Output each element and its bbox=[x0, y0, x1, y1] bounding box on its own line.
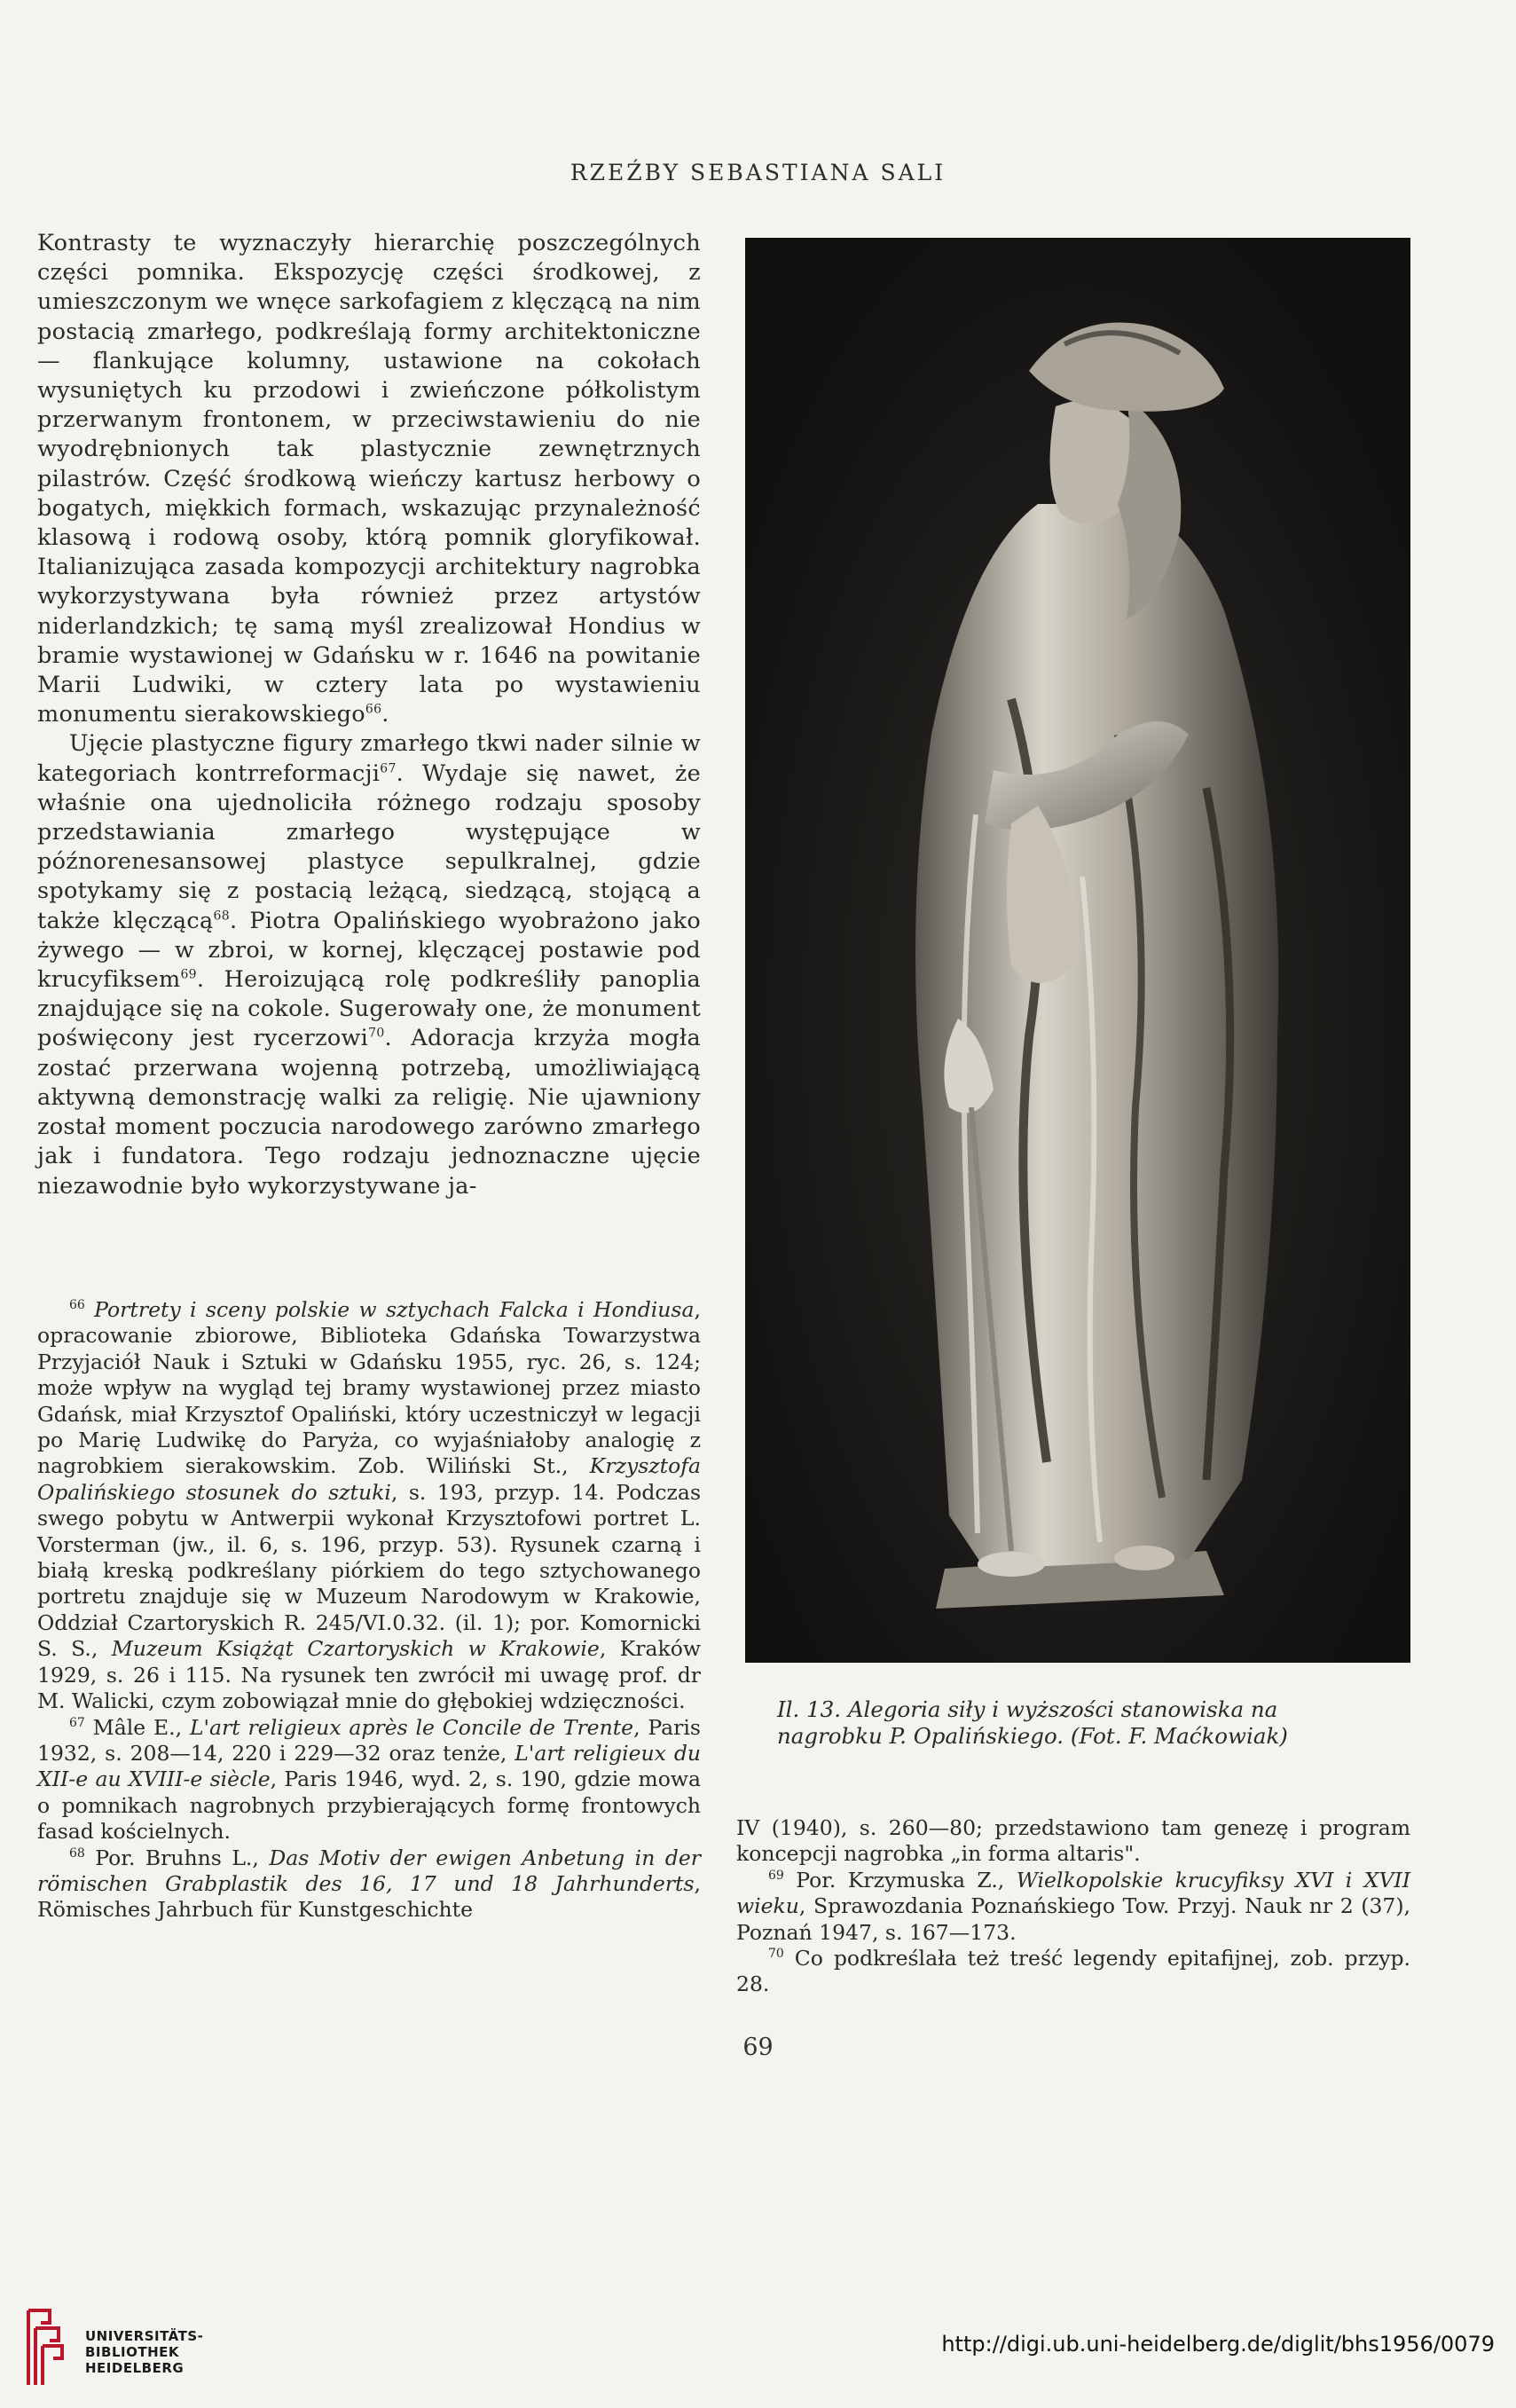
body-paragraph-2 bbox=[37, 729, 701, 1200]
figure-caption: Il. 13. Alegoria siły i wyższości stanowiska na nagrobku P. Opalińskiego. (Fot. F. Maćkowiak) bbox=[777, 1696, 1288, 1749]
footnote-title: Portrety i sceny polskie w sztychach Falcka i Hondiusa bbox=[94, 1297, 695, 1322]
footnotes-right-column bbox=[736, 1815, 1410, 1998]
footnote-text: Por. Bruhns L., bbox=[95, 1845, 270, 1870]
footnote-text: Por. Krzymuska Z., bbox=[796, 1867, 1017, 1893]
footnote-number: 67 bbox=[69, 1715, 85, 1730]
footnote-text: , Paris 1946, wyd. 2, s. 190, gdzie mowa o pomnikach nagrobnych przybierających formę frontowych fasad kościelnych. bbox=[37, 1767, 701, 1845]
footnote-title: Das Motiv der ewigen Anbetung in der römischen Grabplastik des 16, 17 und 18 Jahrhunderts bbox=[37, 1845, 701, 1896]
footnote-67 bbox=[37, 1715, 701, 1845]
body-text: . Wydaje się nawet, że właśnie ona ujednoliciła różnego rodzaju sposoby przedstawiania zmarłego występujące w późnorenesansowej plastyce sepulkralnej, gdzie spotykamy się z postacią leżącą, siedzącą, stojącą a także klęczącą bbox=[37, 759, 701, 934]
footnote-ref-70[interactable]: 70 bbox=[368, 1026, 385, 1041]
footnote-text: , Römisches Jahrbuch für Kunstgeschichte bbox=[37, 1870, 701, 1923]
footnote-ref-68[interactable]: 68 bbox=[213, 909, 230, 924]
footnote-70 bbox=[736, 1946, 1410, 1998]
footnote-number: 70 bbox=[768, 1947, 784, 1962]
body-text: . Piotra Opalińskiego wyobrażono jako żywego — w zbroi, w kornej, klęczącej postawie pod krucyfiksem bbox=[37, 907, 701, 994]
footnote-number: 66 bbox=[69, 1298, 85, 1313]
footnote-number: 69 bbox=[768, 1868, 784, 1883]
footnote-text: , Kraków 1929, s. 26 i 115. Na rysunek ten zwrócił mi uwagę prof. dr M. Walicki, czym zobowiązał mnie do głębokiej wdzięczności. bbox=[37, 1636, 701, 1714]
footnote-text: , Sprawozdania Poznańskiego Tow. Przyj. Nauk nr 2 (37), Poznań 1947, s. 167—173. bbox=[736, 1893, 1410, 1945]
page-number: 69 bbox=[742, 2034, 774, 2061]
footnote-title: L'art religieux après le Concile de Trente bbox=[189, 1714, 634, 1740]
footnote-text: , opracowanie zbiorowe, Biblioteka Gdańska Towarzystwa Przyjaciół Nauk i Sztuki w Gdańsku 1955, ryc. 26, s. 124; może wpływ na wygląd tej bramy wystawionej przez miasto Gdańsk, miał Krzysztof Opaliński, który uczestniczył w legacji po Marię Ludwikę do Paryża, co wyjaśniałoby analogię z nagrobkiem sierakowskim. Zob. Wiliński St., bbox=[37, 1297, 701, 1479]
library-name bbox=[85, 2328, 203, 2376]
footnote-title: Muzeum Książąt Czartoryskich w Krakowie bbox=[111, 1636, 600, 1662]
library-name-line: UNIVERSITÄTS- bbox=[85, 2328, 204, 2344]
body-paragraph-1 bbox=[37, 229, 701, 729]
footnote-ref-69[interactable]: 69 bbox=[180, 967, 197, 982]
sculpture-photograph bbox=[745, 238, 1410, 1663]
main-text-column bbox=[37, 229, 701, 1201]
university-library-logo-icon bbox=[20, 2305, 66, 2388]
body-text: Kontrasty te wyznaczyły hierarchię poszczególnych części pomnika. Ekspozycję części środkowej, z umieszczonym we wnęce sarkofagiem z klęczącą na nim postacią zmarłego, podkreślają formy architektoniczne — flankujące kolumny, ustawione na cokołach wysuniętych ku przodowi i zwieńczone półkolistym przerwanym frontonem, w przeciwstawieniu do nie wyodrębnionych tak plastycznie zewnętrznych pilastrów. Część środkową wieńczy kartusz herbowy o bogatych, miękkich formach, wskazując przynależność klasową i rodową osoby, którą pomnik gloryfikował. Italianizująca zasada kompozycji architektury nagrobka wykorzystywana była również przez artystów niderlandzkich; tę samą myśl zrealizował Hondius w bramie wystawionej w Gdańsku w r. 1646 na powitanie Marii Ludwiki, w cztery lata po wystawieniu monumentu sierakowskiego bbox=[37, 230, 701, 728]
footnote-68-continued: IV (1940), s. 260—80; przedstawiono tam genezę i program koncepcji nagrobka „in forma altaris". bbox=[736, 1815, 1410, 1867]
footnote-text: , s. 193, przyp. 14. Podczas swego pobytu w Antwerpii wykonał Krzysztofowi portret L. Vorsterman (jw., il. 6, s. 196, przyp. 53). Rysunek czarną i białą kreską podkreślany piórkiem do tego sztychowanego portretu znajduje się w Muzeum Narodowym w Krakowie, Oddział Czartoryskich R. 245/VI.0.32. (il. 1); por. Komornicki S. S., bbox=[37, 1479, 701, 1662]
statue-illustration bbox=[745, 238, 1410, 1663]
footnote-title: Wielkopolskie krucyfiksy XVI i XVII wieku bbox=[736, 1867, 1410, 1919]
body-text: Ujęcie plastyczne figury zmarłego tkwi nader silnie w kategoriach kontrreformacji bbox=[37, 730, 701, 787]
footnotes-left-column bbox=[37, 1297, 701, 1924]
running-title: RZEŹBY SEBASTIANA SALI bbox=[569, 160, 947, 185]
footnote-title: L'art religieux du XII-e au XVIII-e siècle bbox=[37, 1740, 701, 1792]
source-url-link[interactable]: http://digi.ub.uni-heidelberg.de/diglit/bhs1956/0079 bbox=[941, 2332, 1495, 2357]
footnote-text: , Paris 1932, s. 208—14, 220 i 229—32 oraz tenże, bbox=[37, 1714, 701, 1766]
library-name-line: HEIDELBERG bbox=[85, 2360, 185, 2376]
footnote-text: Mâle E., bbox=[92, 1714, 190, 1740]
footnote-ref-66[interactable]: 66 bbox=[365, 702, 382, 717]
footnote-text: Co podkreślała też treść legendy epitafijnej, zob. przyp. 28. bbox=[736, 1946, 1410, 1997]
footnote-ref-67[interactable]: 67 bbox=[380, 761, 397, 776]
library-name-line: BIBLIOTHEK bbox=[85, 2344, 179, 2360]
body-text: . Adoracja krzyża mogła zostać przerwana wojenną potrzebą, umożliwiającą aktywną demonstrację walki za religię. Nie ujawniony został moment poczucia narodowego zarówno zmarłego jak i fundatora. Tego rodzaju jednoznaczne ujęcie niezawodnie było wykorzystywane ja- bbox=[37, 1025, 701, 1200]
footnote-68 bbox=[37, 1845, 701, 1924]
body-text: . Heroizującą rolę podkreśliły panoplia znajdujące się na cokole. Sugerowały one, że monument poświęcony jest rycerzowi bbox=[37, 966, 701, 1052]
footnote-69 bbox=[736, 1868, 1410, 1946]
footnote-title: Krzysztofa Opalińskiego stosunek do sztuki bbox=[37, 1453, 701, 1505]
footnote-number: 68 bbox=[69, 1845, 85, 1861]
footnote-66 bbox=[37, 1297, 701, 1715]
body-text: . bbox=[381, 701, 389, 728]
